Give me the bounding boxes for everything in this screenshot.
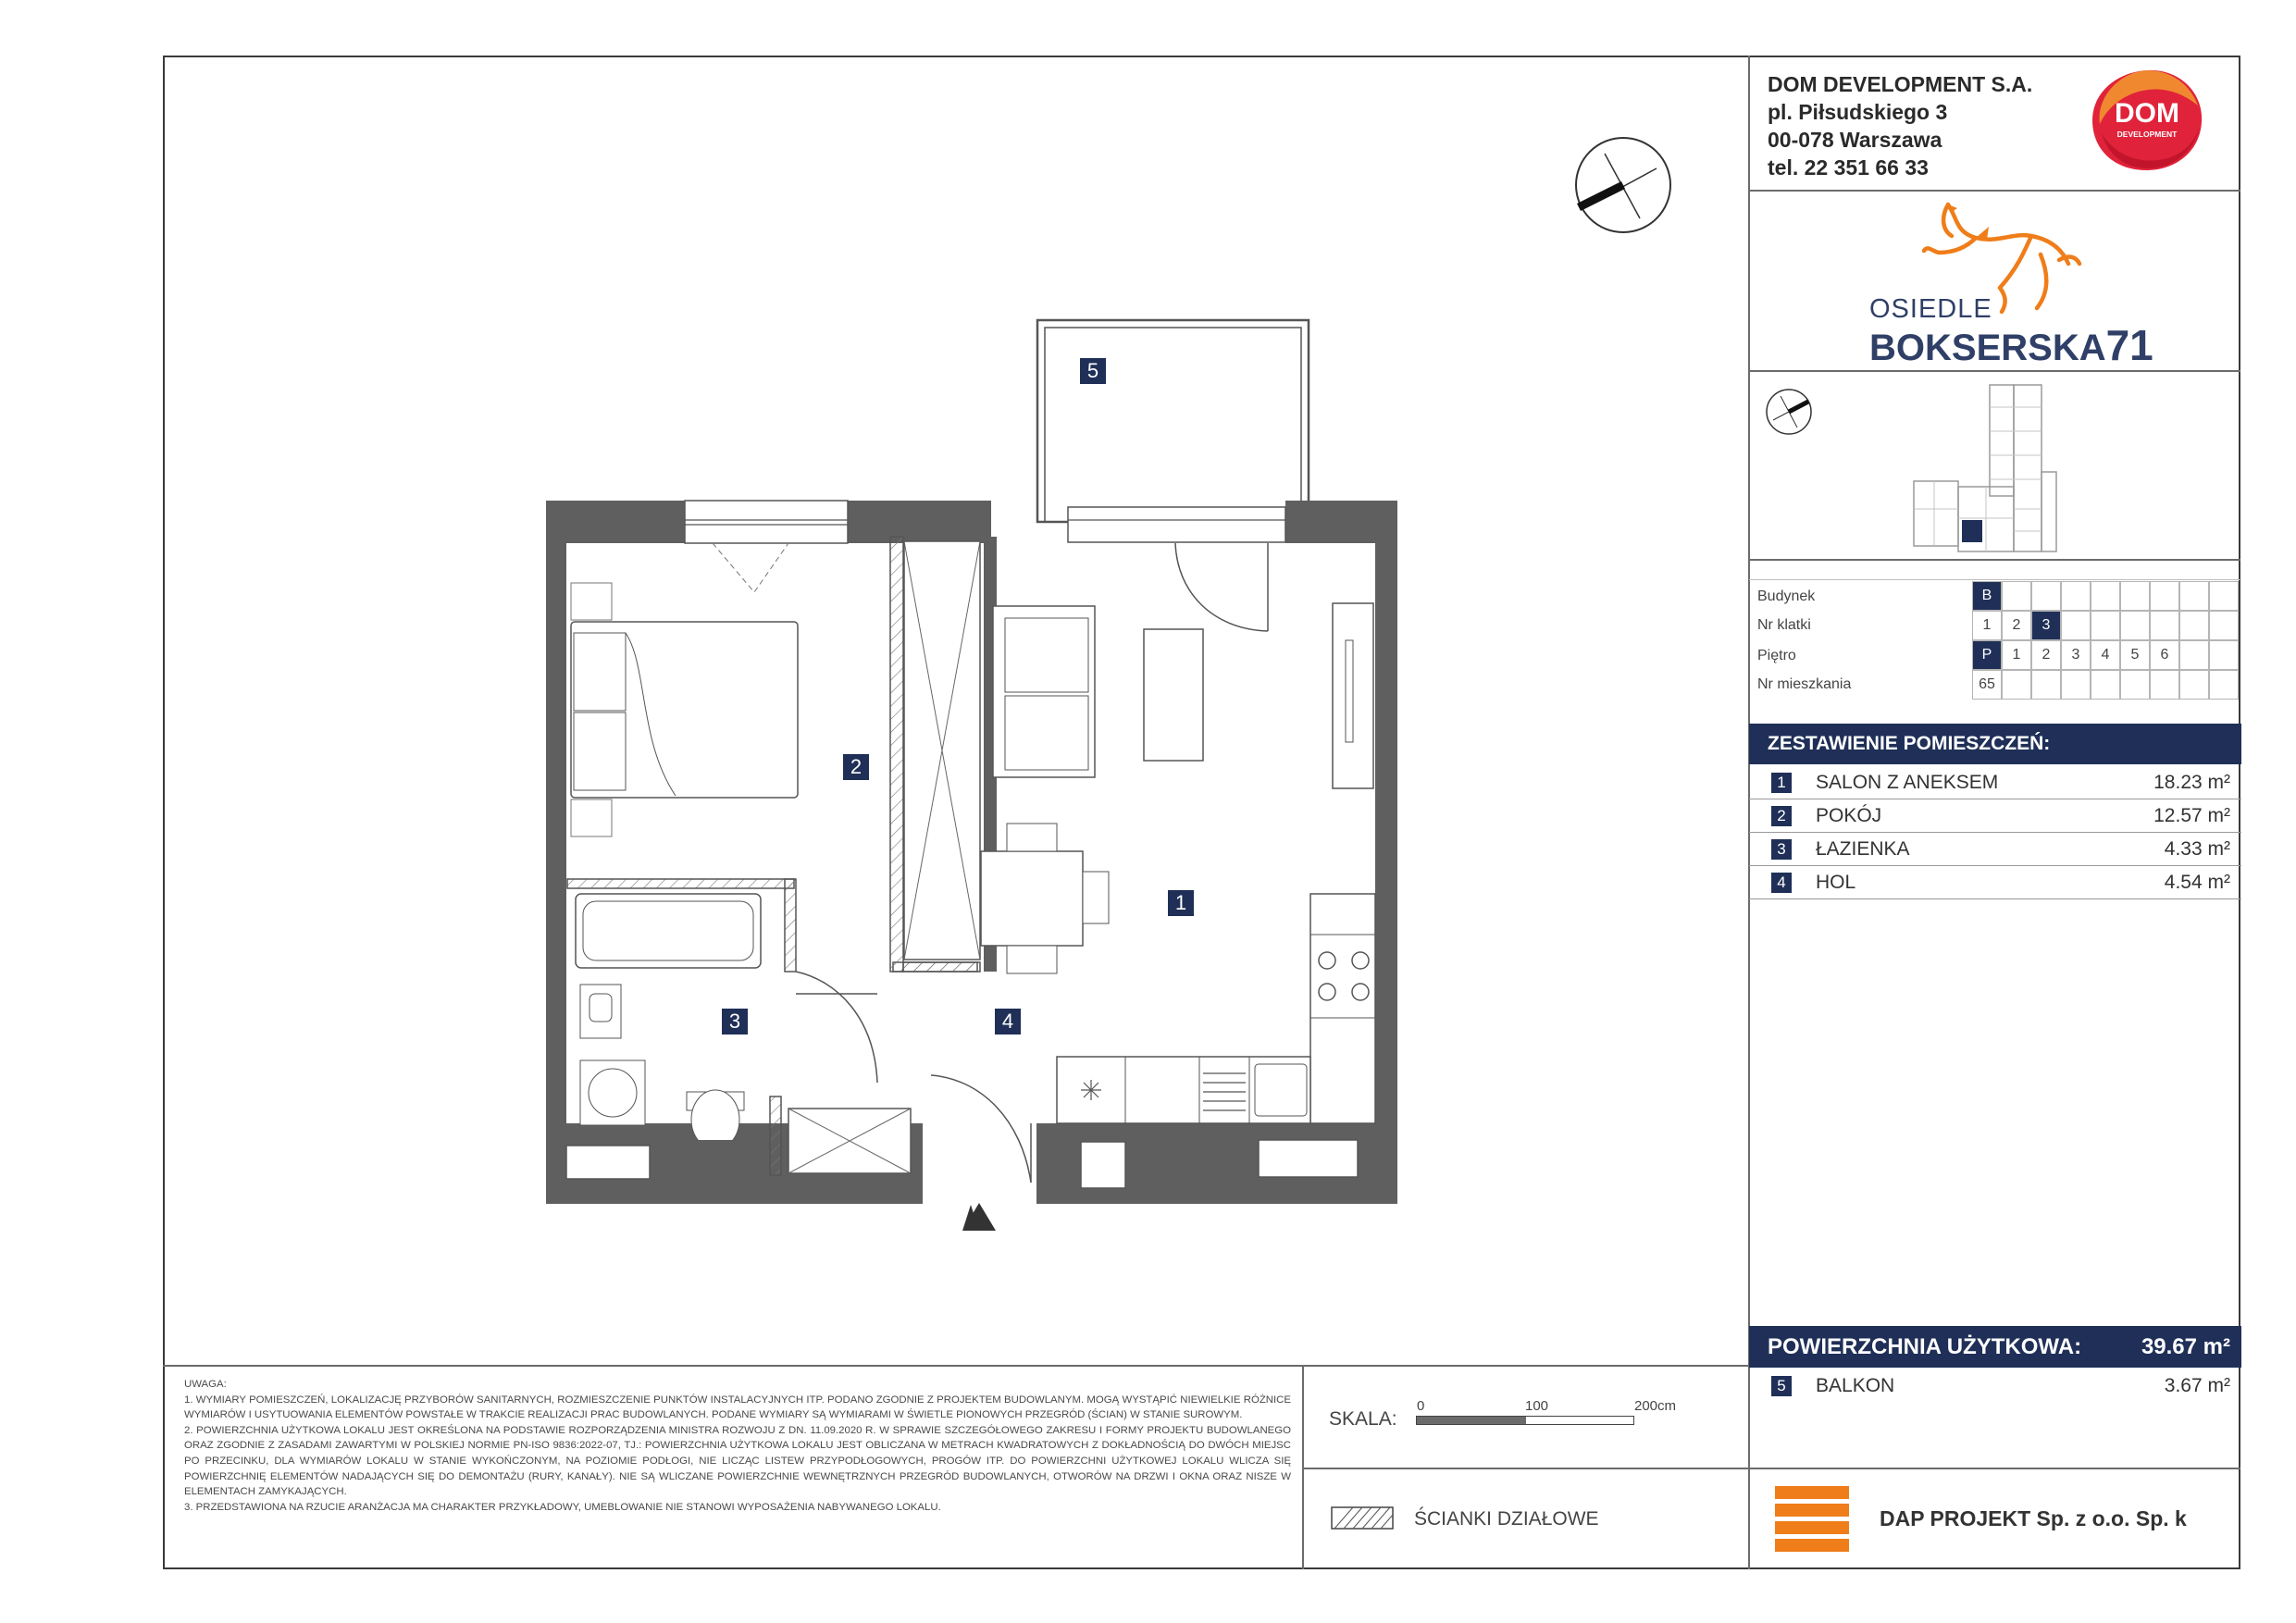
company-address2: 00-078 Warszawa [1768,128,1942,152]
rooms-header [1749,724,2241,764]
divider-project [1749,370,2240,372]
room-area: 18.23 m² [2153,772,2230,793]
room-number: 2 [1771,806,1792,826]
info-table-cell [2061,581,2091,611]
info-table-cell: 4 [2091,640,2120,670]
room-row [1749,866,2241,899]
company-address1: pl. Piłsudskiego 3 [1768,100,1948,124]
info-label-mieszkanie: Nr mieszkania [1757,676,1852,692]
info-label-klatka: Nr klatki [1757,617,1811,633]
info-table-cell [2179,611,2209,640]
company-name: DOM DEVELOPMENT S.A. [1768,72,2033,96]
room-name: SALON Z ANEKSEM [1816,772,1999,793]
info-table-cell: 2 [2002,611,2031,640]
hatch-legend-icon [1331,1506,1394,1530]
room-row [1749,799,2241,833]
scale-tick-200: 200cm [1634,1398,1677,1414]
info-table-cell [2002,581,2031,611]
room-area: 12.57 m² [2153,805,2230,826]
info-table-cell [2002,670,2031,700]
notes-title: UWAGA: [184,1379,227,1390]
room-number: 1 [1771,773,1792,793]
info-table-cell: B [1972,581,2002,611]
partition-legend-label: ŚCIANKI DZIAŁOWE [1414,1508,1599,1530]
info-table-cell: 3 [2031,611,2061,640]
info-table-cell: P [1972,640,2002,670]
room-number: 3 [1771,839,1792,860]
info-table-cell [2120,581,2150,611]
project-name-line1: OSIEDLE [1869,294,1992,324]
divider-balcony [1749,1468,2240,1469]
logo-subtext: DEVELOPMENT [2116,130,2178,139]
balcony-name: BALKON [1816,1375,1895,1396]
compass-small-icon [1764,387,1814,437]
company-block [1768,70,2032,181]
notes-block [184,1377,1291,1515]
plan-marker-3: 3 [722,1009,748,1035]
floor-plan [537,315,1407,1240]
balcony-area: 3.67 m² [2164,1375,2230,1396]
room-row [1749,766,2241,799]
usable-area-label: POWIERZCHNIA UŻYTKOWA: [1768,1334,2082,1359]
info-table-top-line [1749,579,2241,580]
divider-keyplan [1749,559,2240,561]
usable-area-value: 39.67 m² [2141,1334,2230,1359]
logo-text: DOM [2115,98,2179,129]
info-table-cell: 65 [1972,670,2002,700]
room-area: 4.54 m² [2164,872,2230,893]
plan-marker-4: 4 [995,1009,1021,1035]
room-name: ŁAZIENKA [1816,838,1910,860]
info-table-cell [2209,670,2239,700]
notes-item-1: 1. WYMIARY POMIESZCZEŃ, LOKALIZACJĘ PRZYBORÓW SANITARNYCH, ROZMIESZCZENIE PUNKTÓW INSTALACYJNYCH ITP. PODANO ZGODNIE Z PROJEKTEM BUDOWLANYM. MOGĄ WYSTĄPIĆ NIEWIELKIE RÓŻNICE WYMIARÓW I USYTUOWANIA ELEMENTÓW POWSTAŁE W TRAKCIE REALIZACJI PRAC BUDOWLANYCH. PODANE WYMIARY SĄ WYMIARAMI W ŚWIETLE PIONOWYCH PRZEGRÓD (ŚCIAN) W STANIE SUROWYM. [184,1394,1291,1421]
notes-item-2: 2. POWIERZCHNIA UŻYTKOWA LOKALU JEST OKREŚLONA NA PODSTAWIE ROZPORZĄDZENIA MINISTRA ROZWOJU Z DN. 11.09.2020 R. W SPRAWIE SZCZEGÓŁOWEGO ZAKRESU I FORMY PROJEKTU BUDOWLANEGO ORAZ ZGODNIE Z ZASADAMI ZAWARTYMI W POLSKIEJ NORMIE PN-ISO 9836:2022-07, TJ.: POWIERZCHNIA UŻYTKOWA LOKALU JEST OBLICZANA W METRACH KWADRATOWYCH Z DOKŁADNOŚCIĄ DO DWÓCH MIEJSC PO PRZECINKU, DLA WYMIARÓW LOKALU W STANIE WYKOŃCZONYM, NA POZIOMIE PODŁOGI, NIE LICZĄC LISTEW PRZYPODŁOGOWYCH, PROGÓW ITP. DO POWIERZCHNI UŻYTKOWEJ LOKALU WLICZA SIĘ POWIERZCHNIĘ ELEMENTÓW NADAJĄCYCH SIĘ DO DEMONTAŻU (RURY, KANAŁY). NIE SĄ WLICZANE POWIERZCHNIE WEWNĘTRZNYCH PRZEGRÓD BUDOWLANYCH, OTWORÓW NA DRZWI I OKNA ORAZ NISZE W ELEMENTACH ZAMYKAJĄCYCH. [184,1424,1291,1498]
info-table-cell [2209,611,2239,640]
info-table-cell: 1 [1972,611,2002,640]
rooms-header-text: ZESTAWIENIE POMIESZCZEŃ: [1768,733,2051,754]
key-plan [1906,379,2091,555]
info-table-cell [2150,581,2179,611]
company-phone: tel. 22 351 66 33 [1768,155,1929,180]
info-table-cell [2209,581,2239,611]
divider-company [1749,190,2240,192]
dom-development-logo [2087,67,2207,174]
info-label-pietro: Piętro [1757,648,1796,663]
info-table-cell [2209,640,2239,670]
info-table-cell [2091,670,2120,700]
plan-marker-2: 2 [843,754,869,780]
info-table-cell [2031,581,2061,611]
scale-label: SKALA: [1329,1408,1397,1430]
info-table-cell [2031,670,2061,700]
scale-tick-100: 100 [1525,1398,1549,1414]
info-table-cell: 3 [2061,640,2091,670]
divider-scale [1303,1468,1749,1469]
notes-item-3: 3. PRZEDSTAWIONA NA RZUCIE ARANŻACJA MA CHARAKTER PRZYKŁADOWY, UMEBLOWANIE NIE STANOWI WYPOSAŻENIA NABYWANEGO LOKALU. [184,1501,941,1513]
project-name-bokserska: BOKSERSKA [1869,328,2106,368]
project-name-number: 71 [2105,321,2153,369]
info-table-cell [2091,581,2120,611]
designer-name: DAP PROJEKT Sp. z o.o. Sp. k [1880,1506,2187,1530]
balcony-row [1749,1369,2241,1403]
room-row [1749,833,2241,866]
info-table-cell [2061,611,2091,640]
info-table-cell [2150,611,2179,640]
room-number: 4 [1771,873,1792,893]
balcony-number: 5 [1771,1376,1792,1396]
project-name-line2 [1869,320,2153,370]
room-name: POKÓJ [1816,805,1882,826]
divider-bottom-band [163,1365,1749,1367]
room-name: HOL [1816,872,1856,893]
info-table-cell [2150,670,2179,700]
info-table-cell: 5 [2120,640,2150,670]
info-table-cell [2120,670,2150,700]
compass-icon [1571,133,1675,237]
info-table-cell [2179,670,2209,700]
info-label-budynek: Budynek [1757,588,1816,604]
plan-marker-1: 1 [1168,890,1194,916]
info-table-cell [2179,640,2209,670]
usable-area-bar [1749,1326,2241,1368]
info-table-cell: 6 [2150,640,2179,670]
info-table-cell [2091,611,2120,640]
scale-bar [1416,1416,1634,1425]
info-table-cell: 1 [2002,640,2031,670]
scale-tick-0: 0 [1417,1398,1425,1414]
info-table-cell [2179,581,2209,611]
info-table-cell: 2 [2031,640,2061,670]
room-area: 4.33 m² [2164,838,2230,860]
info-table-cell [2120,611,2150,640]
info-table-cell [2061,670,2091,700]
plan-marker-5: 5 [1080,358,1106,384]
dap-logo-icon [1775,1486,1849,1553]
